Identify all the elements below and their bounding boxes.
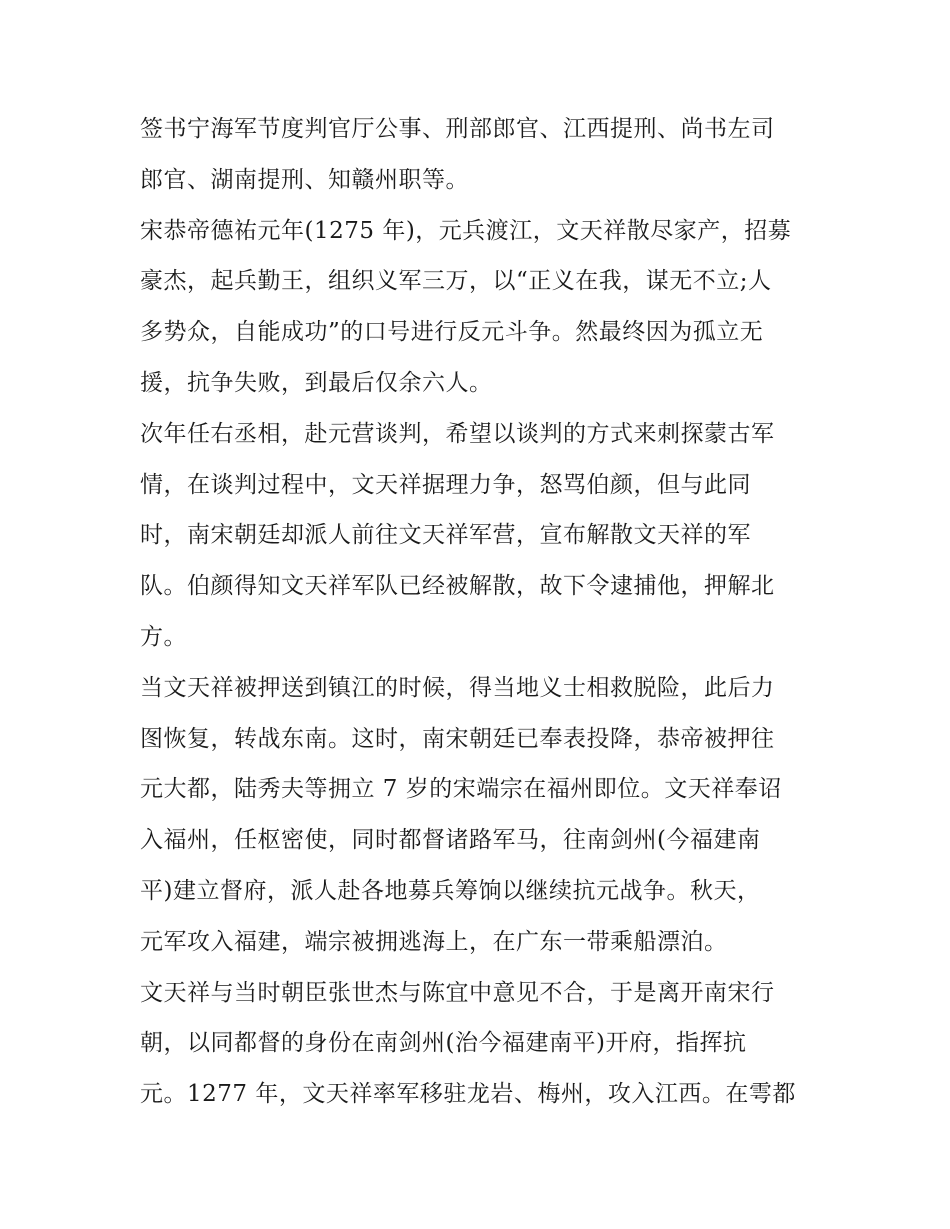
text-line: 图恢复，转战东南。这时，南宋朝廷已奉表投降，恭帝被押往 — [140, 725, 775, 752]
text-line: 郎官、湖南提刑、知赣州职等。 — [140, 166, 469, 193]
text-line: 多势众，自能成功”的口号进行反元斗争。然最终因为孤立无 — [140, 319, 764, 346]
text-line: 援，抗争失败，到最后仅余六人。 — [140, 369, 493, 396]
text-line: 宋恭帝德祐元年(1275 年)，元兵渡江，文天祥散尽家产，招募 — [140, 217, 792, 244]
text-line: 豪杰，起兵勤王，组织义军三万，以“正义在我，谋无不立;人 — [140, 268, 772, 295]
text-line: 元大都，陆秀夫等拥立 7 岁的宋端宗在福州即位。文天祥奉诏 — [140, 776, 782, 803]
text-line: 元军攻入福建，端宗被拥逃海上，在广东一带乘船漂泊。 — [140, 928, 728, 955]
text-line: 入福州，任枢密使，同时都督诸路军马，往南剑州(今福建南 — [140, 827, 761, 854]
text-line: 方。 — [140, 623, 187, 650]
text-line: 朝，以同都督的身份在南剑州(治今福建南平)开府，指挥抗 — [140, 1030, 747, 1057]
text-line: 当文天祥被押送到镇江的时候，得当地义士相救脱险，此后力 — [140, 674, 775, 701]
text-line: 元。1277 年，文天祥率军移驻龙岩、梅州，攻入江西。在雩都 — [140, 1081, 796, 1108]
body-text — [140, 104, 820, 1120]
text-line: 平)建立督府，派人赴各地募兵筹饷以继续抗元战争。秋天， — [140, 877, 761, 904]
text-line: 次年任右丞相，赴元营谈判，希望以谈判的方式来刺探蒙古军 — [140, 420, 775, 447]
text-line: 文天祥与当时朝臣张世杰与陈宜中意见不合，于是离开南宋行 — [140, 979, 775, 1006]
text-line: 队。伯颜得知文天祥军队已经被解散，故下令逮捕他，押解北 — [140, 573, 775, 600]
text-line: 签书宁海军节度判官厅公事、刑部郎官、江西提刑、尚书左司 — [140, 116, 775, 142]
text-line: 时，南宋朝廷却派人前往文天祥军营，宣布解散文天祥的军 — [140, 522, 751, 549]
text-line: 情，在谈判过程中，文天祥据理力争，怒骂伯颜，但与此同 — [140, 471, 751, 498]
